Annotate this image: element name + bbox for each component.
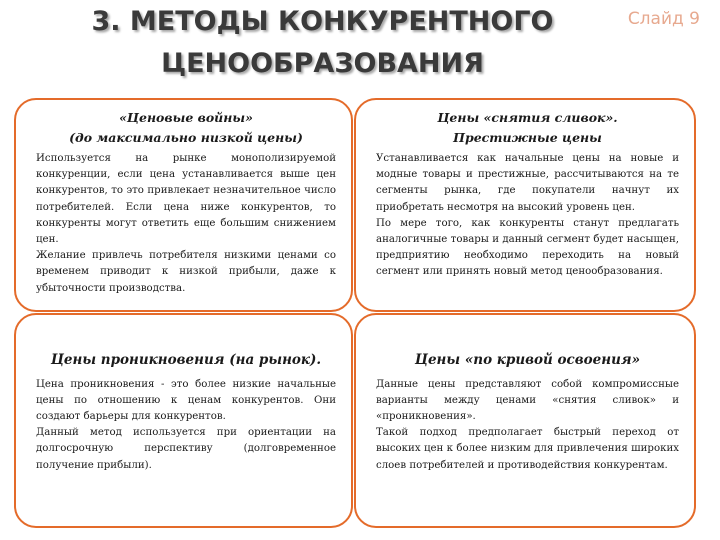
heading-line-2: Престижные цены — [453, 129, 602, 145]
heading-line-1: Цены «по кривой освоения» — [414, 352, 641, 368]
paragraph: Данные цены представляют собой компромиссные варианты между ценами «снятия сливок» и «проникновения». — [376, 378, 679, 422]
title-line-1: 3. МЕТОДЫ КОНКУРЕНТНОГО — [91, 6, 554, 37]
slide-number: Слайд 9 — [627, 9, 700, 29]
card-body — [376, 377, 679, 474]
card-heading — [36, 351, 336, 371]
slide-title — [30, 0, 615, 85]
heading-line-1: Цены проникновения (на рынок). — [50, 352, 322, 368]
heading-line-1: Цены «снятия сливок». — [437, 110, 618, 125]
card-heading — [36, 108, 336, 147]
paragraph: Такой подход предполагает быстрый переход от высоких цен к более низким для привлечения широких слоев потребителей и противодействия конкурентам. — [376, 427, 679, 471]
paragraph: По мере того, как конкуренты станут предлагать аналогичные товары и данный сегмент будет насыщен, предприятию необходимо переходить на новый сегмент или принять новый метод ценообразования. — [376, 217, 679, 278]
card-heading — [376, 351, 679, 371]
card-heading — [376, 108, 679, 147]
title-line-2: ЦЕНООБРАЗОВАНИЯ — [161, 48, 484, 79]
paragraph: Данный метод используется при ориентации на долгосрочную перспективу (долговременное получение прибыли). — [36, 427, 336, 471]
card-body — [36, 377, 336, 474]
paragraph: Желание привлечь потребителя низкими ценами со временем приводит к низкой прибыли, даже к убыточности производства. — [36, 250, 336, 294]
card-penetration-prices — [14, 313, 353, 528]
card-learning-curve-prices — [354, 313, 696, 528]
card-body — [36, 151, 336, 297]
heading-line-2: (до максимально низкой цены) — [69, 129, 303, 145]
paragraph: Используется на рынке монополизируемой конкуренции, если цена устанавливается выше цен конкурентов, то это привлекает незначительное число потребителей. Если цена ниже конкурентов, то конкуренты могут ответить еще большим снижением цен. — [36, 153, 336, 246]
heading-line-1: «Ценовые войны» — [119, 110, 253, 125]
paragraph: Цена проникновения - это более низкие начальные цены по отношению к ценам конкурентов. Они создают барьеры для конкурентов. — [36, 378, 336, 422]
card-skimming-prices — [354, 98, 696, 312]
card-body — [376, 151, 679, 281]
card-price-wars — [14, 98, 353, 312]
paragraph: Устанавливается как начальные цены на новые и модные товары и престижные, рассчитываются на те сегменты рынка, где покупатели начнут их приобретать несмотря на высокий уровень цен. — [376, 153, 679, 213]
